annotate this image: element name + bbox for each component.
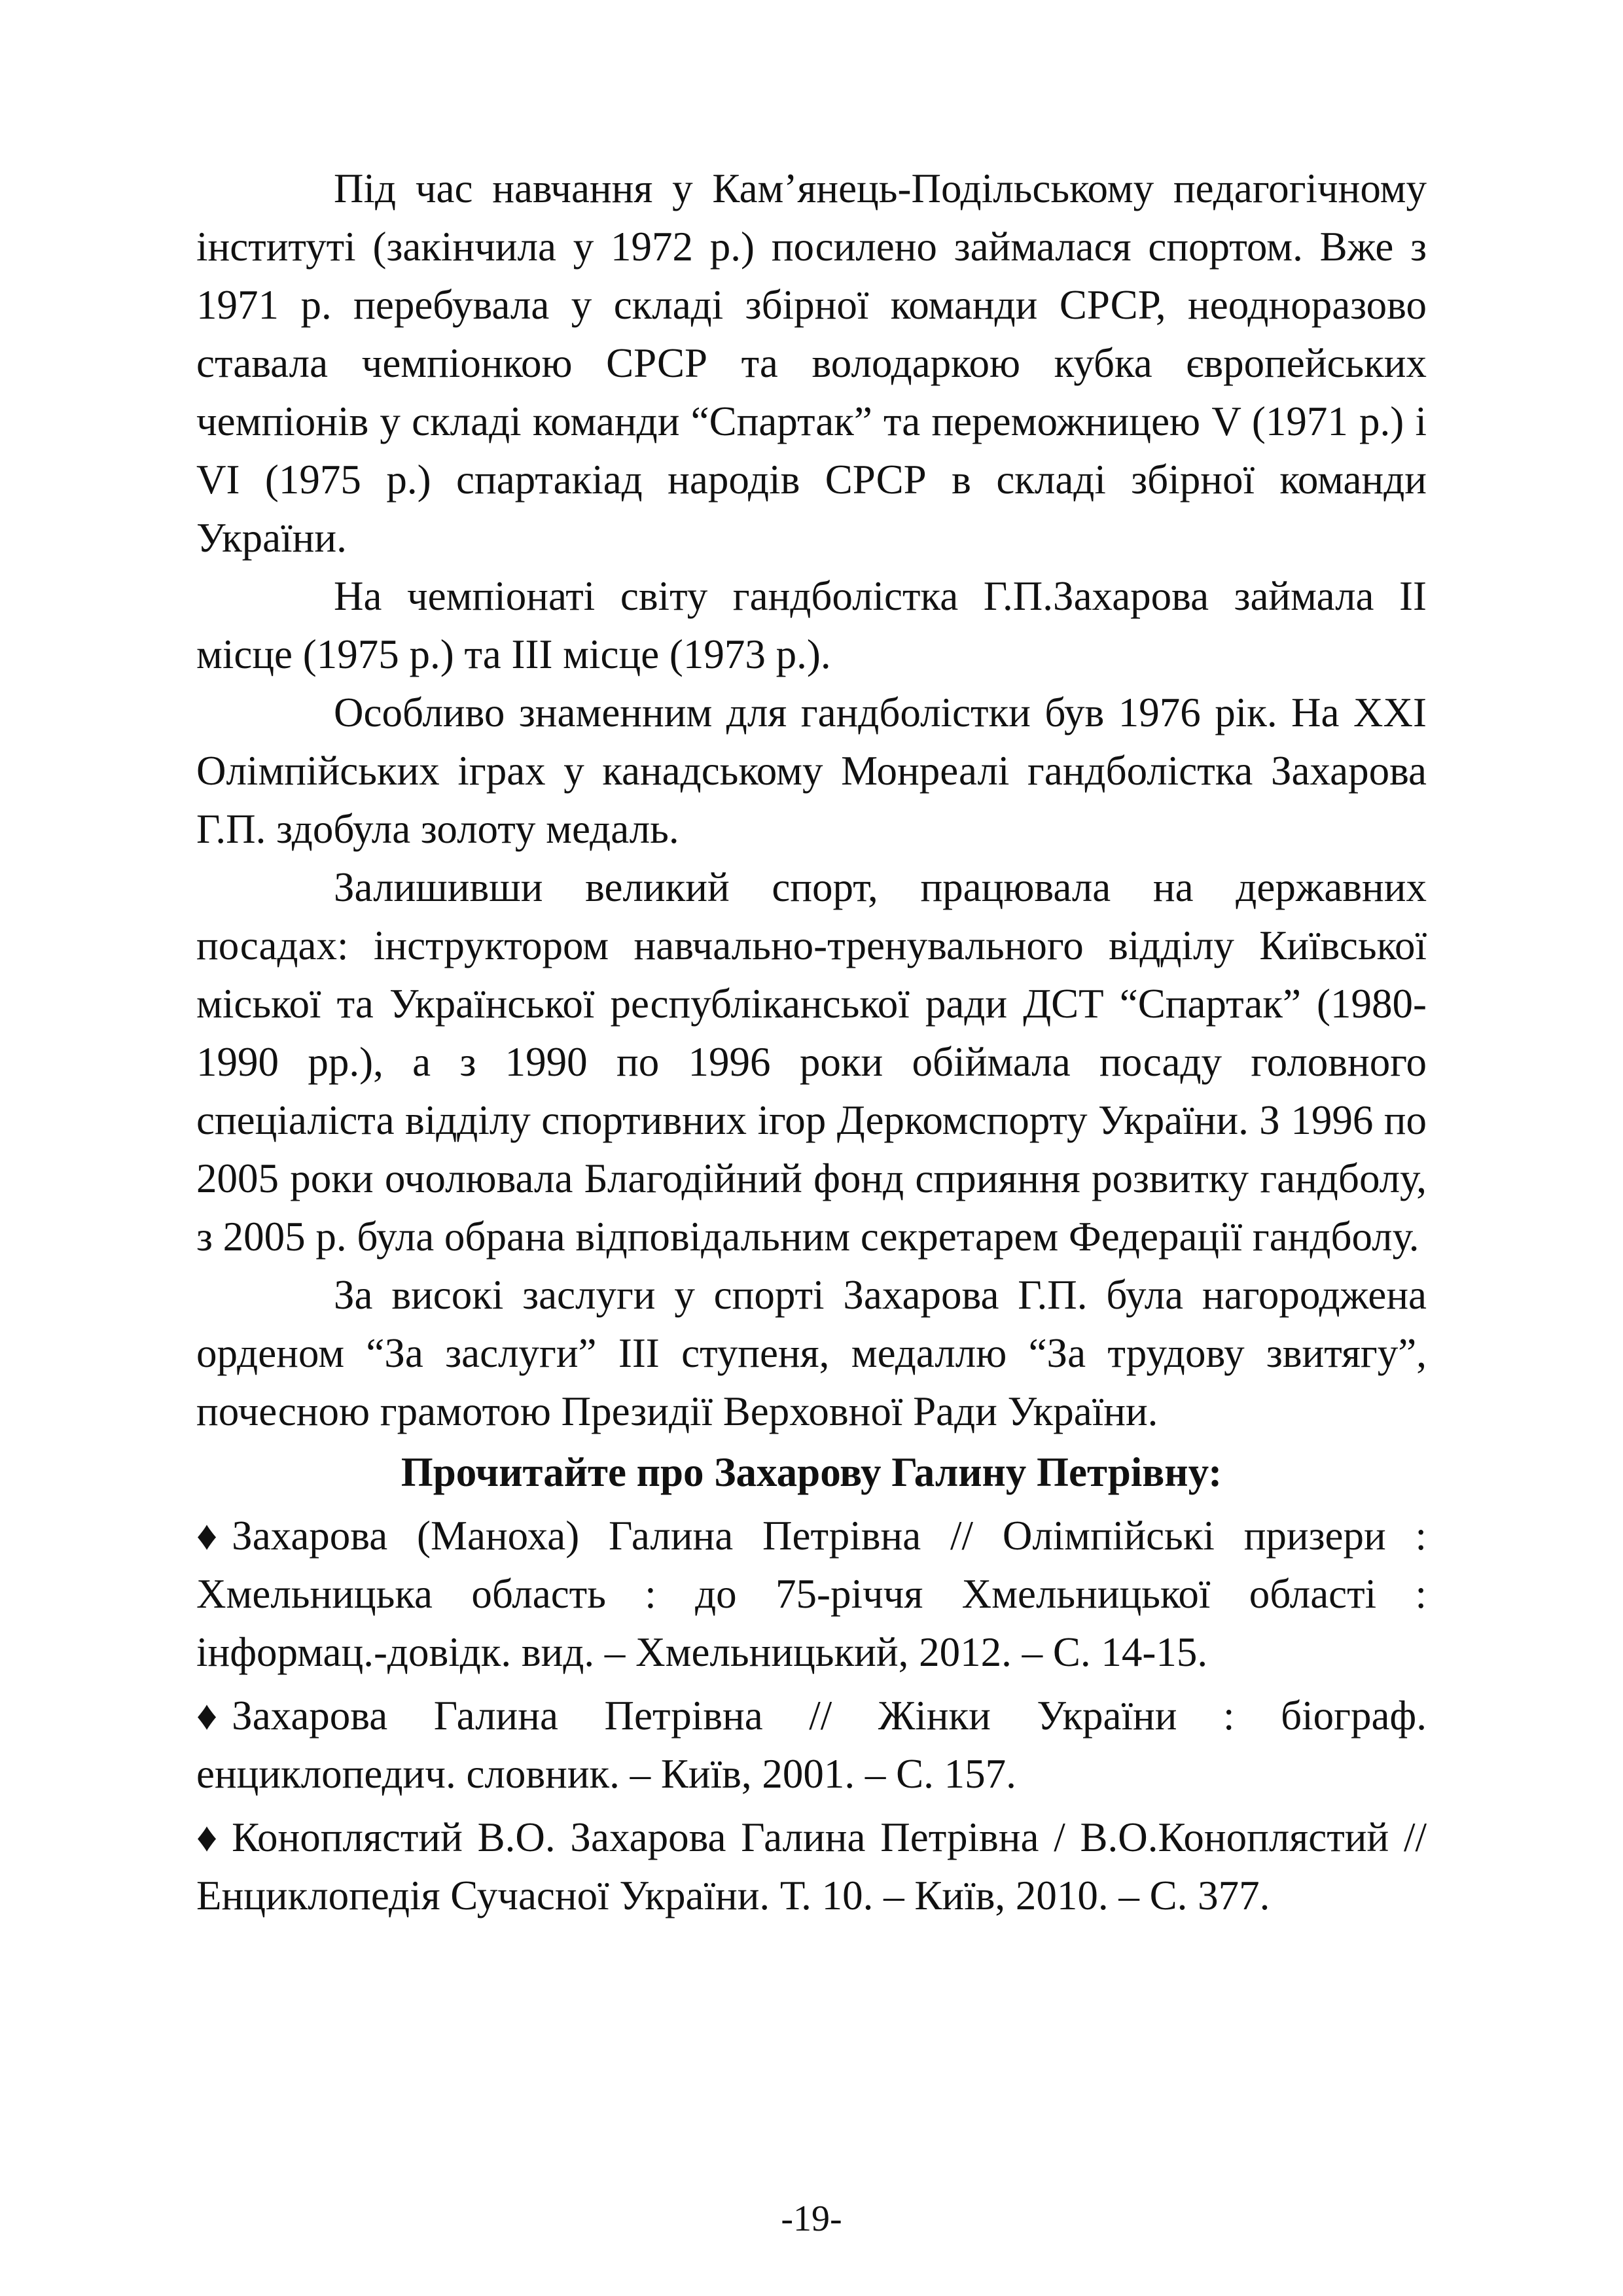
diamond-bullet-icon: ♦ <box>196 1513 218 1559</box>
reference-item <box>196 1507 1427 1682</box>
reference-item <box>196 1809 1427 1925</box>
paragraph-awards: За високі заслуги у спорті Захарова Г.П. була нагороджена орденом “За заслуги” ІІІ ступеня, медаллю “За трудову звитягу”, почесною грамотою Президії Верховної Ради України. <box>196 1272 1427 1434</box>
paragraph-olympics: Особливо знаменним для гандболістки був 1976 рік. На ХХІ Олімпійських іграх у канадському Монреалі гандболістка Захарова Г.П. здобула золоту медаль. <box>196 690 1427 852</box>
paragraph-career: Залишивши великий спорт, працювала на державних посадах: інструктором навчально-тренувального відділу Київської міської та Української республіканської ради ДСТ “Спартак” (1980-1990 рр.), а з 1990 по 1996 роки обіймала посаду головного спеціаліста відділу спортивних ігор Деркомспорту України. З 1996 по 2005 роки очолювала Благодійний фонд сприяння розвитку гандболу, з 2005 р. була обрана відповідальним секретарем Федерації гандболу. <box>196 864 1427 1260</box>
reference-item <box>196 1687 1427 1803</box>
reference-text: Коноплястий В.О. Захарова Галина Петрівна / В.О.Коноплястий // Енциклопедія Сучасної України. Т. 10. – Київ, 2010. – С. 377. <box>196 1814 1427 1918</box>
diamond-bullet-icon: ♦ <box>196 1693 218 1739</box>
reference-text: Захарова Галина Петрівна // Жінки України : біограф. енциклопедич. словник. – Київ, 2001. – С. 157. <box>196 1693 1427 1797</box>
paragraph-world-championship: На чемпіонаті світу гандболістка Г.П.Захарова займала ІІ місце (1975 р.) та ІІІ місце (1973 р.). <box>196 573 1427 677</box>
diamond-bullet-icon: ♦ <box>196 1814 218 1860</box>
reference-text: Захарова (Маноха) Галина Петрівна // Олімпійські призери : Хмельницька область : до 75-річчя Хмельницької області : інформац.-довідк. вид. – Хмельницький, 2012. – С. 14-15. <box>196 1513 1427 1675</box>
page-content <box>196 160 1427 1925</box>
page-number: -19- <box>781 2199 842 2239</box>
reading-list-heading: Прочитайте про Захарову Галину Петрівну: <box>401 1449 1222 1495</box>
paragraph-studies: Під час навчання у Кам’янець-Подільському педагогічному інституті (закінчила у 1972 р.) посилено займалася спортом. Вже з 1971 р. перебувала у складі збірної команди СРСР, неодноразово ставала чемпіонкою СРСР та володаркою кубка європейських чемпіонів у складі команди “Спартак” та переможницею V (1971 р.) і VI (1975 р.) спартакіад народів СРСР в складі збірної команди України. <box>196 166 1427 561</box>
